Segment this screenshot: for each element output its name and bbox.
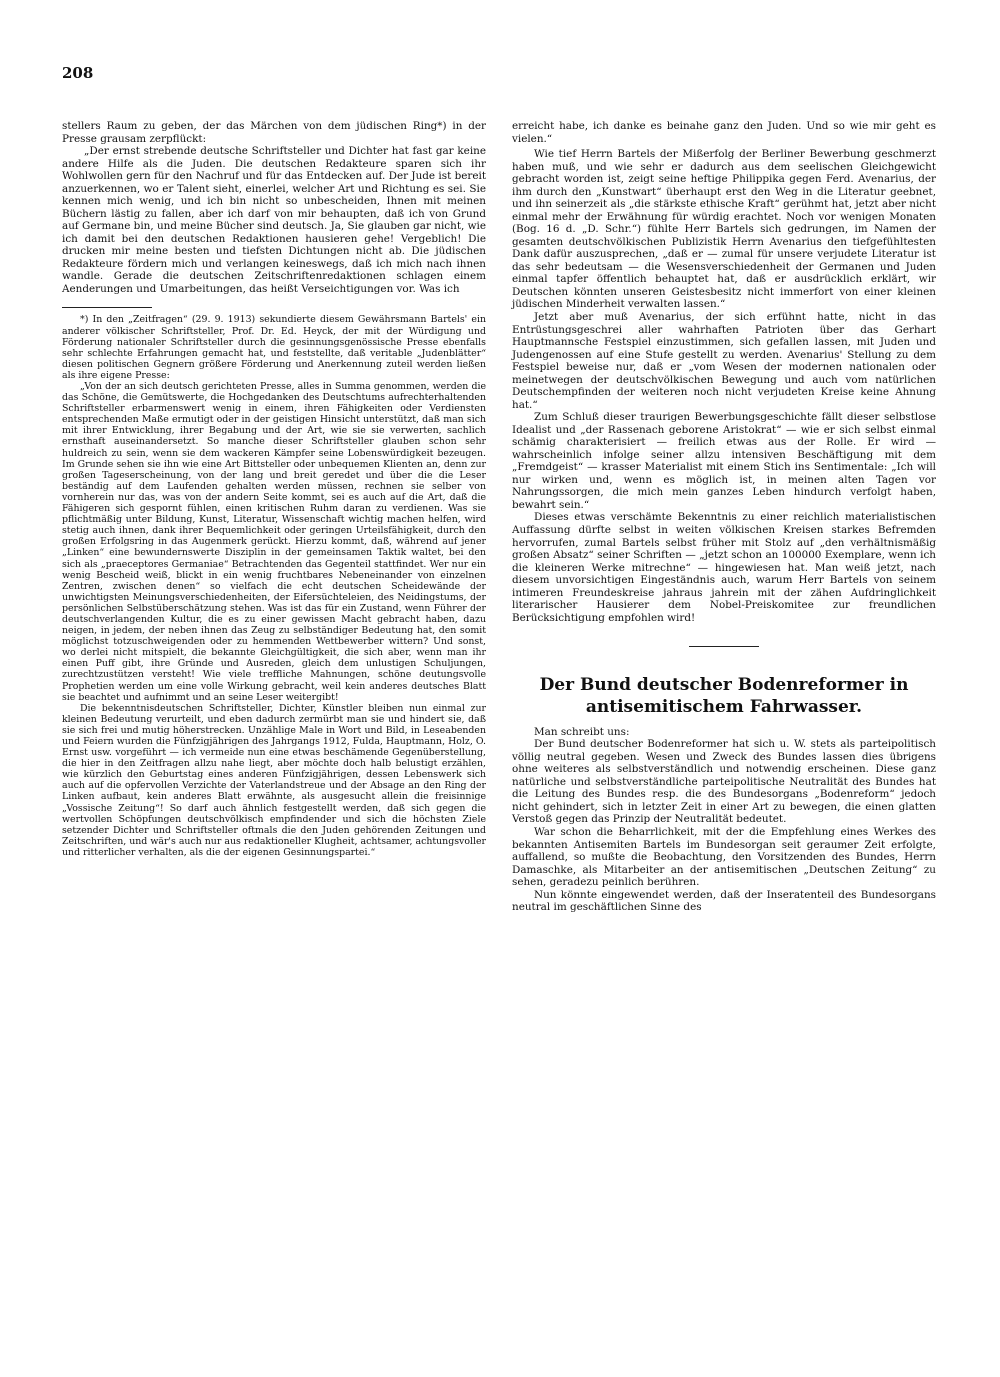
page-number: 208 xyxy=(62,64,94,82)
article-heading: Der Bund deutscher Bodenreformer in antisemitischem Fahrwasser. xyxy=(539,675,909,717)
section-separator xyxy=(689,646,759,647)
footnote-rule xyxy=(62,307,152,308)
footnote xyxy=(62,314,486,858)
body-paragraph: Dieses etwas verschämte Bekenntnis zu einer reichlich materialistischen Auffassung dürfte selbst in weiten völkischen Kreisen starkes Befremden hervorrufen, zumal Bartels selbst früher mit Stolz auf „den verhältnismäßig großen Absatz“ seiner Schriften — „jetzt schon an 100000 Exemplare, wenn ich die kleineren Werke mitrechne“ — hingewiesen hat. Man weiß jetzt, nach diesem unvorsichtigen Eingeständnis auch, warum Herr Bartels von seinem intimeren Freundeskreise jahraus jahrein mit der zähen Aufdringlichkeit literarischer Hausierer dem Nobel-Preiskomitee zur freundlichen Berücksichtigung empfohlen wird! xyxy=(512,511,936,624)
footnote-paragraph: Die bekenntnisdeutschen Schriftsteller, Dichter, Künstler bleiben nun einmal zur kleinen Bedeutung verurteilt, und eben dadurch zermürbt man sie und hindert sie, daß sie sich frei und mutig höherstrecken. Unzählige Male in Wort und Bild, in Leseabenden und Feiern wurden die Fünfzigjährigen des Jahrgangs 1912, Fulda, Hauptmann, Holz, O. Ernst usw. vorgeführt — ich vermeide nun eine etwas beschämende Gegenüberstellung, die hier in den Zeitfragen allzu nahe liegt, aber möchte doch halb belustigt erzählen, wie kürzlich den Geburtstag eines anderen Fünfzigjährigen, dessen Lebenswerk sich auch auf die opfervollen Verzichte der Vaterlandstreue und der Absage an den Ring der Linken aufbaut, kein anderes Blatt erwähnte, als ausgesucht allein die freisinnige „Vossische Zeitung“! So darf auch ähnlich festgestellt werden, daß sich gegen die wertvollen Schöpfungen deutschvölkisch empfindender und sich die höchsten Ziele setzender Dichter und Schriftsteller oftmals die den Juden gehörenden Zeitungen und Zeitschriften, und wär's auch nur aus redaktioneller Klugheit, achtsamer, achtungsvoller und ritterlicher verhalten, als die der eigenen Gesinnungspartei.“ xyxy=(62,702,486,858)
body-paragraph: Man schreibt uns: xyxy=(534,725,630,738)
body-paragraph: Jetzt aber muß Avenarius, der sich erfühnt hatte, nicht in das Entrüstungsgeschrei aller wahrhaften Patrioten über das Gerhart Hauptmannsche Festspiel einzustimmen, sich gefallen lassen, mit Juden und Judengenossen auf eine Stufe gestellt zu werden. Avenarius' Stellung zu dem Festspiel beweise nur, daß er „vom Wesen der modernen nationalen oder meinetwegen der deutschvölkischen Bewegung und auch vom natürlichen Deutschempfinden der weiteren noch nicht verjudeten Kreise keine Ahnung hat.“ xyxy=(512,310,936,411)
body-paragraph: War schon die Beharrlichkeit, mit der die Empfehlung eines Werkes des bekannten Antisemiten Bartels im Bundesorgan seit geraumer Zeit erfolgte, auffallend, so mußte die Beobachtung, den Vorsitzenden des Bundes, Herrn Damaschke, als Mitarbeiter an der antisemitischen „Deutschen Zeitung“ zu sehen, geradezu peinlich berühren. xyxy=(512,826,936,889)
body-paragraph: erreicht habe, ich danke es beinahe ganz den Juden. Und so wie mir geht es vielen.“ xyxy=(512,120,936,145)
right-column xyxy=(512,120,936,914)
body-paragraph: Zum Schluß dieser traurigen Bewerbungsgeschichte fällt dieser selbstlose Idealist und „der Rassenach geborene Aristokrat“ — wie er sich selbst einmal schämig charakterisiert — freilich etwas aus der Rolle. Er wird — wahrscheinlich infolge seiner allzu intensiven Beschäftigung mit dem „Fremdgeist“ — krasser Materialist mit einem Stich ins Sentimentale: „Ich will nur wirken und, wenn es möglich ist, in meinen alten Tagen vor Nahrungssorgen, die mich mein ganzes Leben hindurch verfolgt haben, bewahrt sein.“ xyxy=(512,411,936,511)
quote-paragraph: „Der ernst strebende deutsche Schriftsteller und Dichter hat fast gar keine andere Hilfe als die Juden. Die deutschen Redakteure sparen sich ihr Wohlwollen gern für den Nachruf und für das Entdecken auf. Der Jude ist bereit anzuerkennen, wo er Talent sieht, einerlei, welcher Art und Richtung es sei. Sie kennen mich wenig, und ich bin nicht so unbescheiden, Ihnen mit meinen Büchern lästig zu fallen, aber ich darf von mir behaupten, daß ich von Grund auf Germane bin, und meine Bücher sind deutsch. Ja, Sie glauben gar nicht, wie ich damit bei den deutschen Redaktionen hausieren gehe! Vergeblich! Die drucken mir meine besten und tiefsten Dichtungen nicht ab. Die jüdischen Redakteure fördern mich und verlangen keineswegs, daß ich mich nach ihnen wandle. Gerade die deutschen Zeitschriftenredaktionen schlagen einem Aenderungen und Umarbeitungen, das heißt Verseichtigungen vor. Was ich xyxy=(62,145,486,295)
footnote-paragraph: *) In den „Zeitfragen“ (29. 9. 1913) sekundierte diesem Gewährsmann Bartels' ein anderer völkischer Schriftsteller, Prof. Dr. Ed. Heyck, der mit der Würdigung und Förderung nationaler Schriftsteller durch die gesinnungsgenössische Presse ebenfalls sehr schlechte Erfahrungen gemacht hat, und feststellte, daß veritable „Judenblätter“ diesen politischen Gegnern größere Förderung und Anerkennung zuteil werden ließen als ihre eigene Presse: xyxy=(62,314,486,381)
intro-paragraph: stellers Raum zu geben, der das Märchen von dem jüdischen Ring*) in der Presse grausam zerpflückt: xyxy=(62,120,486,145)
body-paragraph: Nun könnte eingewendet werden, daß der Inseratenteil des Bundesorgans neutral im geschäftlichen Sinne des xyxy=(512,888,936,914)
body-paragraph: Wie tief Herrn Bartels der Mißerfolg der Berliner Bewerbung geschmerzt haben muß, und wie sehr er dadurch aus dem seelischen Gleichgewicht gebracht worden ist, zeigt seine heftige Philippika gegen Ferd. Avenarius, der ihm durch den „Kunstwart“ überhaupt erst den Weg in die Literatur geebnet, und ihn seinerzeit als „die stärkste ethische Kraft“ gerühmt hat, jetzt aber nicht einmal mehr der Erwähnung für würdig erachtet. Noch vor wenigen Monaten (Bog. 16 d. „D. Schr.“) fühlte Herr Bartels sich gedrungen, im Namen der gesamten deutschvölkischen Publizistik Herrn Avenarius den tiefgefühltesten Dank dafür auszusprechen, „daß er — zumal für unsere verjudete Literatur ist das sehr bedeutsam — die Wesensverschiedenheit der Germanen und Juden einmal tapfer öffentlich behauptet hat, daß er ausdrücklich erklärt, wir Deutschen könnten unseren Geistesbesitz nicht immerfort von einer kleinen jüdischen Minderheit verwalten lassen.“ xyxy=(512,148,936,311)
footnote-paragraph: „Von der an sich deutsch gerichteten Presse, alles in Summa genommen, werden die das Schöne, die Gemütswerte, die Hochgedanken des Deutschtums aufrechterhaltenden Schriftsteller erbarmenswert wenig in einem, ihren Fähigkeiten oder Verdiensten entsprechenden Maße ermutigt oder in der geistigen Hinsicht unterstützt, daß man sich mit ihrer Entwicklung, ihrer Begabung und der Art, wie sie sie verwerten, sachlich ernsthaft auseinandersetzt. So manche dieser Schriftsteller glauben schon sehr huldreich zu sein, wenn sie dem wackeren Kämpfer seine Lobenswürdigkeit bezeugen. Im Grunde sehen sie ihn wie eine Art Bittsteller oder unbequemen Klienten an, denn zur großen Tageserscheinung, von der lang und breit geredet und über die die Leser beständig auf dem Laufenden gehalten werden müssen, rechnen sie selber von vornherein nur das, was von der andern Seite kommt, sei es auch auf die Art, daß die Fähigeren sich gespornt fühlen, einen kritischen Ruhm daran zu verdienen. Was sie pflichtmäßig unter Bildung, Kunst, Literatur, Wissenschaft wichtig machen helfen, wird stetig auch ihnen, dank ihrer Bequemlichkeit oder geringen Urteilsfähigkeit, durch den großen Erfolgsring in das Augenmerk gerückt. Hierzu kommt, daß, während auf jener „Linken“ eine bewundernswerte Disziplin in der gemeinsamen Taktik waltet, bei den sich als „praeceptores Germaniae“ Betrachtenden das Gegenteil stattfindet. Wer nur ein wenig Bescheid weiß, blickt in ein wenig fruchtbares Nebeneinander von einzelnen Zentren, zwischen denen“ so vielfach die echt deutschen Scheidewände der unwichtigsten Meinungsverschiedenheiten, der Eifersüchteleien, des Neidingstums, der persönlichen Selbstüberschätzung stehen. Was ist das für ein Zustand, wenn Führer der deutschverlangenden Kultur, die es zu einer gewissen Macht gebracht haben, dazu neigen, in jedem, der neben ihnen das Zeug zu selbständiger Bedeutung hat, den somit möglichst totzuschweigenden oder zu hemmenden Wettbewerber wittern? Und sonst, wo derlei nicht mitspielt, die bekannte Gleichgültigkeit, die sich aber, wenn man ihr einen Puff gibt, ihre Gründe und Ausreden, gleich dem unlustigen Schuljungen, zurechtzustützen versteht! Wie viele treffliche Mahnungen, schöne deutungsvolle Prophetien werden um eine volle Wirkung gebracht, weil kein anderes deutsches Blatt sie beachtet und aufnimmt und an seine Leser weitergibt! xyxy=(62,381,486,703)
body-paragraph: Der Bund deutscher Bodenreformer hat sich u. W. stets als parteipolitisch völlig neutral gegeben. Wesen und Zweck des Bundes lassen dies übrigens ohne weiteres als selbstverständlich und notwendig erscheinen. Diese ganz natürliche und selbstverständliche parteipolitische Neutralität des Bundes hat die Leitung des Bundes resp. die des Bundesorgans „Bodenreform“ jedoch nicht gehindert, sich in letzter Zeit in einer Art zu bewegen, die einen glatten Verstoß gegen das Prinzip der Neutralität bedeutet. xyxy=(512,738,936,826)
left-column xyxy=(62,120,486,858)
